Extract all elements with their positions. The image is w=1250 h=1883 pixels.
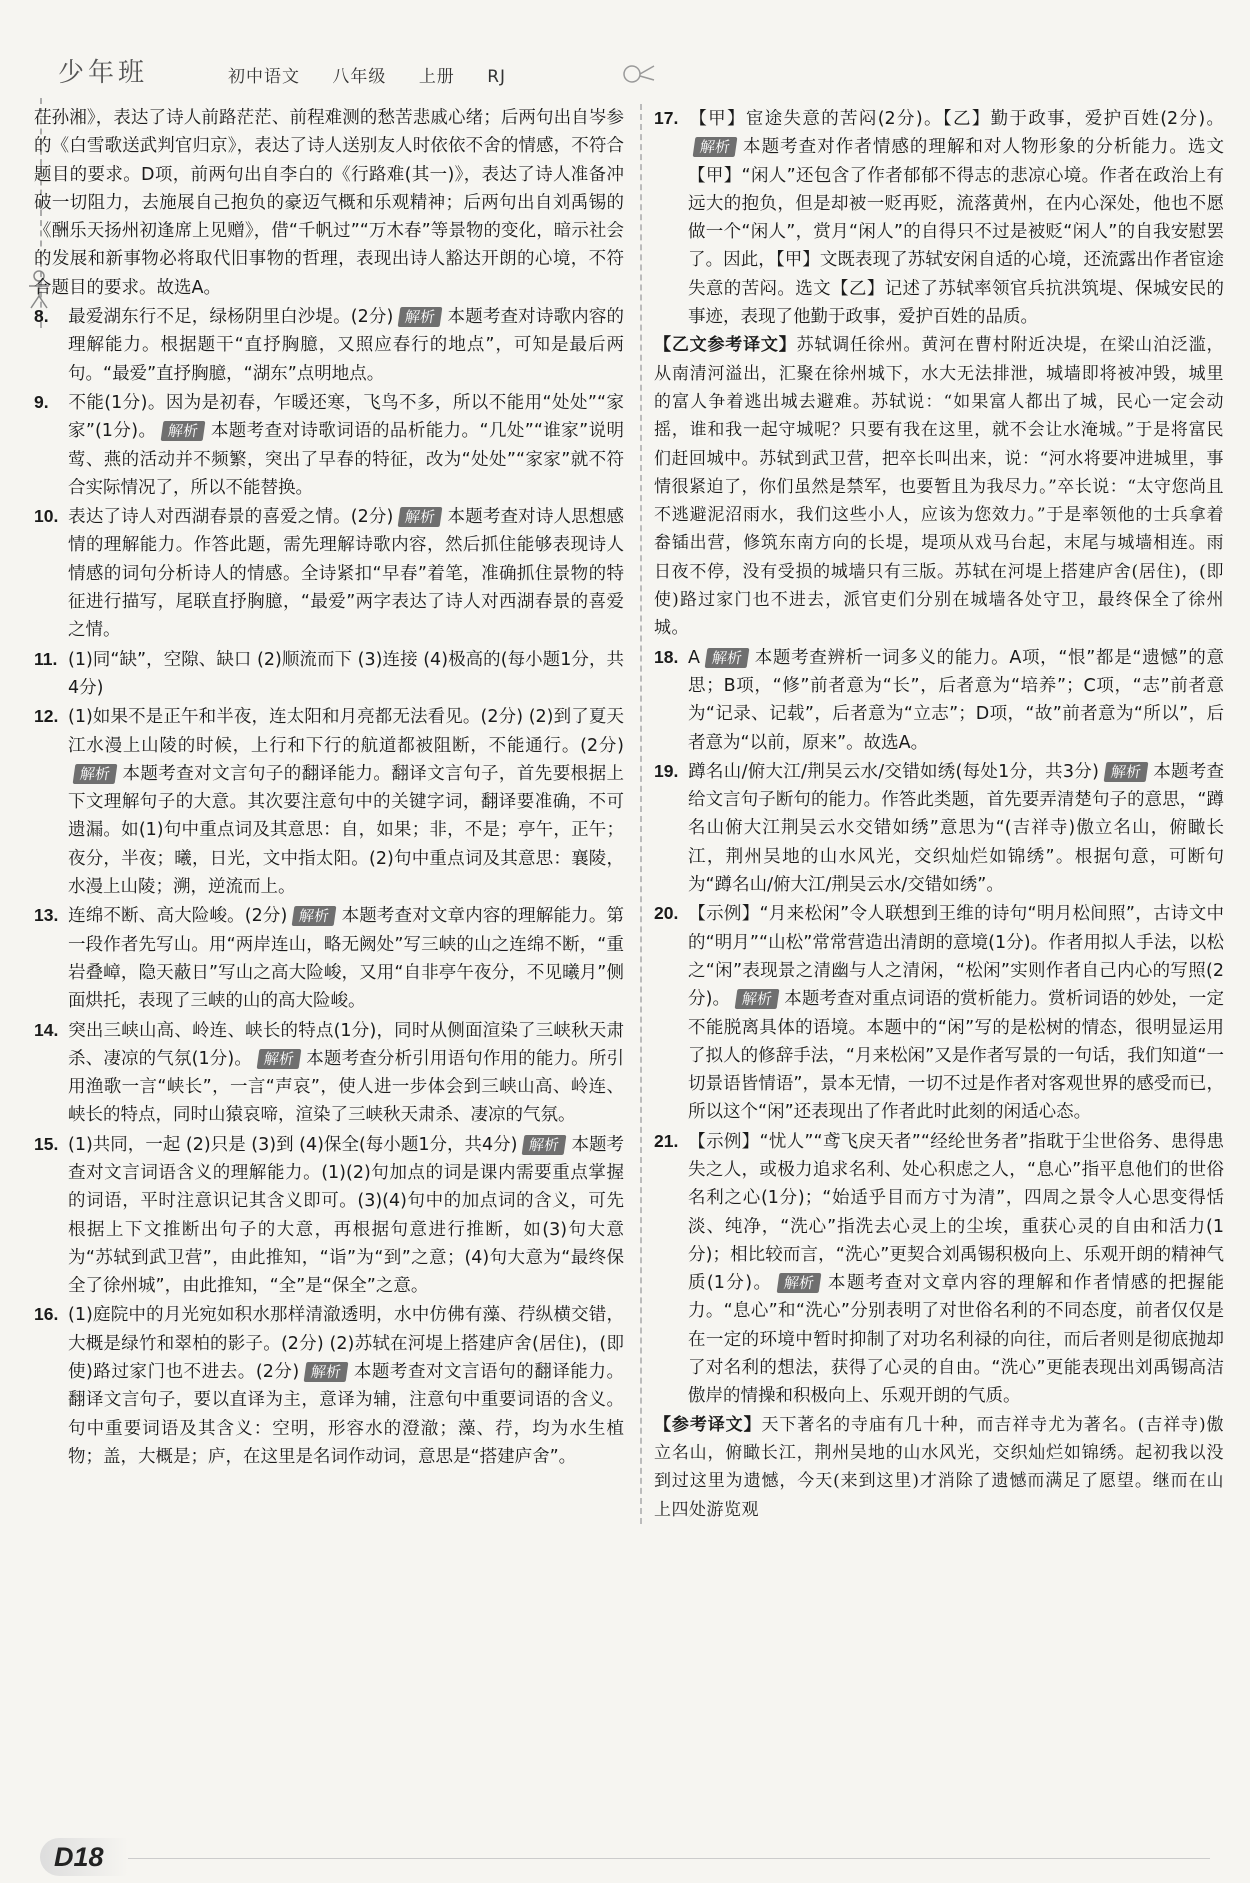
- answer-text: 连绵不断、高大险峻。(2分): [68, 906, 288, 927]
- page-number-badge: [40, 1838, 128, 1876]
- question-number: 14.: [34, 1019, 59, 1040]
- analysis-text: 本题考查给文言句子断句的能力。作答此类题，首先要弄清楚句子的意思，“蹲名山俯大江荆吴云水交错如绣”意思为“(吉祥寺)傲立名山，俯瞰长江，荆州吴地的山水风光，交织灿烂如锦绣”。根据句意，可断句为“蹲名山/俯大江/荆吴云水/交错如绣”。: [688, 761, 1225, 896]
- question-number: 17.: [654, 108, 679, 128]
- rocket-doodle-icon: [618, 60, 658, 86]
- analysis-text: 本题考查对文言句子的翻译能力。翻译文言句子，首先要根据上下文理解句子的大意。其次要注意句中的关键字词，翻译要准确，不可遗漏。如(1)句中重点词及其意思：自，如果；非，不是；亭午，正午；夜分，半夜；曦，日光，文中指太阳。(2)句中重点词及其意思：襄陵，水漫上山陵；溯，逆流而上。: [68, 763, 624, 898]
- left-answer-list: [34, 302, 624, 1471]
- question-number: 18.: [654, 646, 679, 667]
- left-column: [34, 104, 624, 1471]
- analysis-tag: 解析: [398, 307, 443, 327]
- analysis-tag: 解析: [735, 989, 780, 1009]
- yi-translation-heading: 【乙文参考译文】: [654, 335, 797, 356]
- answer-item: [654, 899, 1224, 1126]
- right-answer-list: [654, 104, 1224, 331]
- answer-text: (1)同“缺”，空隙、缺口 (2)顺流而下 (3)连接 (4)极高的(每小题1分，共4分): [68, 649, 624, 698]
- answer-text: 【示例】“忧人”“鸢飞戾天者”“经纶世务者”指耽于尘世俗务、患得患失之人，或极力追求名利、处心积虑之人，“息心”指平息他们的世俗名利之心(1分)；“始适乎目而方寸为清”，四周之景令人心思变得恬淡、纯净，“洗心”指洗去心灵上的尘埃，重获心灵的自由和活力(1分)；相比较而言，“洗心”更契合刘禹锡积极向上、乐观开朗的精神气质(1分)。: [688, 1131, 1224, 1294]
- analysis-tag: 解析: [1104, 762, 1149, 782]
- analysis-text: 本题考查对文言词语含义的理解能力。(1)(2)句加点的词是课内需要重点掌握的词语，平时注意识记其含义即可。(3)(4)句中的加点词的含义，可先根据上下文推断出句子的大意，再根据句意进行推断，如(3)句大意为“苏轼到武卫营”，由此推知，“诣”为“到”之意；(4)句大意为“最终保全了徐州城”，由此推知，“全”是“保全”之意。: [68, 1134, 625, 1297]
- grade: 八年级: [332, 67, 387, 87]
- answer-text: 蹲名山/俯大江/荆吴云水/交错如绣(每处1分，共3分): [688, 761, 1099, 782]
- question-number: 12.: [34, 706, 59, 727]
- analysis-text: 本题考查对诗歌内容的理解能力。根据题干“直抒胸臆，又照应春行的地点”，可知是最后两句。“最爱”直抒胸臆，“湖东”点明地点。: [68, 307, 624, 384]
- answer-item: [34, 702, 624, 901]
- question-number: 8.: [34, 306, 49, 327]
- analysis-tag: 解析: [705, 648, 750, 668]
- analysis-text: 本题考查对诗歌词语的品析能力。“几处”“谁家”说明莺、燕的活动并不频繁，突出了早春的特征，改为“处处”“家家”就不符合实际情况了，所以不能替换。: [68, 421, 624, 498]
- analysis-text: 本题考查辨析一词多义的能力。A项，“恨”都是“遗憾”的意思；B项，“修”前者意为“长”，后者意为“培养”；C项，“志”前者意为“记录、记载”，后者意为“立志”；D项，“故”前者意为“所以”，后者意为“以前，原来”。故选A。: [688, 647, 1224, 753]
- analysis-tag: 解析: [693, 137, 738, 157]
- answer-item: [34, 1300, 624, 1471]
- question-number: 13.: [34, 905, 59, 926]
- answer-item: [34, 1016, 624, 1130]
- analysis-text: 本题考查对作者情感的理解和对人物形象的分析能力。选文【甲】“闲人”还包含了作者郁郁不得志的悲凉心境。作者在政治上有远大的抱负，但是却被一贬再贬，流落黄州，在内心深处，他也不愿做一个“闲人”，赏月“闲人”的自得只不过是被贬“闲人”的自我安慰罢了。因此，【甲】文既表现了苏轼安闲自适的心境，还流露出作者宦途失意的苦闷。选文【乙】记述了苏轼率领官兵抗洪筑堤、保城安民的事迹，表现了他勤于政事，爱护百姓的品质。: [688, 137, 1224, 328]
- analysis-tag: 解析: [161, 421, 206, 441]
- answer-item: [654, 1127, 1224, 1411]
- reference-translation-heading: 【参考译文】: [654, 1414, 762, 1435]
- continued-answer: 茌孙湘》，表达了诗人前路茫茫、前程难测的愁苦悲戚心绪；后两句出自岑参的《白雪歌送武判官归京》，表达了诗人送别友人时依依不舍的情感，不符合题目的要求。D项，前两句出自李白的《行路难(其一)》，表达了诗人准备冲破一切阻力，去施展自己抱负的豪迈气概和乐观精神；后两句出自刘禹锡的《酬乐天扬州初逢席上见赠》，借“千帆过”“万木春”等景物的变化，暗示社会的发展和新事物必将取代旧事物的哲理，表现出诗人豁达开朗的心境，不符合题目的要求。故选A。: [34, 108, 624, 298]
- analysis-text: 本题考查对文言语句的翻译能力。翻译文言句子，要以直译为主，意译为辅，注意句中重要词语的含义。句中重要词语及其含义：空明，形容水的澄澈；藻、荇，均为水生植物；盖，大概是；庐，在这里是名词作动词，意思是“搭建庐舍”。: [68, 1362, 624, 1467]
- subject: 初中语文: [228, 67, 300, 87]
- answer-text: 【示例】“月来松闲”令人联想到王维的诗句“明月松间照”，古诗文中的“明月”“山松”常常营造出清朗的意境(1分)。作者用拟人手法，以松之“闲”表现景之清幽与人之清闲，“松闲”实则作者自己内心的写照(2分)。: [688, 904, 1224, 1010]
- answer-text: 最爱湖东行不足，绿杨阴里白沙堤。(2分): [68, 307, 394, 328]
- answer-item: [34, 901, 624, 1015]
- answer-text: (1)如果不是正午和半夜，连太阳和月亮都无法看见。(2分) (2)到了夏天江水漫上山陵的时候，上行和下行的航道都被阻断，不能通行。(2分): [68, 707, 624, 756]
- question-number: 20.: [654, 903, 679, 924]
- reference-translation-text: 天下著名的寺庙有几十种，而吉祥寺尤为著名。(吉祥寺)傲立名山，俯瞰长江，荆州吴地的山水风光，交织灿烂如锦绣。起初我以没到过这里为遗憾，今天(来到这里)才消除了遗憾而满足了愿望。继而在山上四处游览观: [654, 1414, 1225, 1520]
- analysis-tag: 解析: [292, 906, 337, 926]
- answer-text: (1)庭院中的月光宛如积水那样清澈透明，水中仿佛有藻、荇纵横交错，大概是绿竹和翠柏的影子。(2分) (2)苏轼在河堤上搭建庐舍(居住)，(即使)路过家门也不进去。(2分): [68, 1305, 624, 1383]
- answer-item: [34, 645, 624, 703]
- question-number: 9.: [34, 391, 49, 412]
- edition: RJ: [487, 67, 507, 87]
- question-number: 16.: [34, 1304, 59, 1325]
- analysis-text: 本题考查对重点词语的赏析能力。赏析词语的妙处，一定不能脱离具体的语境。本题中的“闲”写的是松树的情态，很明显运用了拟人的修辞手法，“月来松闲”又是作者写景的一句话，我们知道“一切景语皆情语”，景本无情，一切不过是作者对客观世界的感受而已，所以这个“闲”还表现出了作者此时此刻的闲适心态。: [688, 989, 1225, 1123]
- answer-item: [654, 757, 1224, 899]
- answer-text: 突出三峡山高、岭连、峡长的特点(1分)，同时从侧面渲染了三峡秋天肃杀、凄凉的气氛(1分)。: [68, 1020, 624, 1069]
- answer-text: 表达了诗人对西湖春景的喜爱之情。(2分): [68, 507, 394, 528]
- page-header: [58, 52, 1208, 92]
- answer-item: [34, 1130, 624, 1301]
- yi-translation-text: 苏轼调任徐州。黄河在曹村附近决堤，在梁山泊泛滥，从南清河溢出，汇聚在徐州城下，水大无法排泄，城墙即将被冲毁，城里的富人争着逃出城去避难。苏轼说：“如果富人都出了城，民心一定会动摇，谁和我一起守城呢？只要有我在这里，就不会让水淹城。”于是将富民们赶回城中。苏轼到武卫营，把卒长叫出来，说：“河水将要冲进城里，事情很紧迫了，你们虽然是禁军，也要暂且为我尽力。”卒长说：“太守您尚且不逃避泥沼雨水，我们这些小人，应该为您效力。”于是率领他的士兵拿着畚锸出营，修筑东南方向的长堤，堤项从戏马台起，末尾与城墙相连。雨日夜不停，没有受损的城墙只有三版。苏轼在河堤上搭建庐舍(居住)，(即使)路过家门也不进去，派官吏们分别在城墙各处守卫，最终保全了徐州城。: [654, 335, 1225, 639]
- analysis-text: 本题考查分析引用语句作用的能力。所引用渔歌一言“峡长”，一言“声哀”，使人进一步体会到三峡山高、岭连、峡长的特点，同时山猿哀啼，渲染了三峡秋天肃杀、凄凉的气氛。: [68, 1048, 625, 1126]
- analysis-tag: 解析: [777, 1273, 822, 1293]
- analysis-tag: 解析: [522, 1135, 567, 1155]
- right-answer-list-2: [654, 643, 1224, 1411]
- question-number: 11.: [34, 648, 58, 669]
- analysis-tag: 解析: [73, 764, 118, 784]
- reference-translation: [654, 1411, 1224, 1524]
- question-number: 10.: [34, 506, 59, 527]
- answer-item: [654, 643, 1224, 757]
- analysis-text: 本题考查对文章内容的理解能力。第一段作者先写山。用“两岸连山，略无阙处”写三峡的山之连绵不断，“重岩叠嶂，隐天蔽日”写山之高大险峻，又用“自非亭午夜分，不见曦月”侧面烘托，表现了三峡的山的高大险峻。: [68, 906, 624, 1012]
- question-number: 21.: [654, 1130, 679, 1151]
- analysis-tag: 解析: [257, 1049, 302, 1069]
- right-column: [640, 104, 1224, 1524]
- answer-item: [654, 104, 1224, 331]
- page-number: D18: [54, 1842, 104, 1872]
- question-number: 19.: [654, 760, 679, 781]
- answer-item: [34, 302, 624, 388]
- analysis-text: 本题考查对文章内容的理解和作者情感的把握能力。“息心”和“洗心”分别表明了对世俗名利的不同态度，前者仅仅是在一定的环境中暂时抑制了对功名利禄的向往，而后者则是彻底抛却了对名利的想法，获得了心灵的自由。“洗心”更能表现出刘禹锡高洁傲岸的情操和积极向上、乐观开朗的气质。: [688, 1273, 1225, 1407]
- subject-line: [228, 62, 532, 87]
- yi-translation: [654, 331, 1224, 642]
- analysis-text: 本题考查对诗人思想感情的理解能力。作答此题，需先理解诗歌内容，然后抓住能够表现诗人情感的词句分析诗人的情感。全诗紧扣“早春”着笔，准确抓住景物的特征进行描写，尾联直抒胸臆，“最爱”两字表达了诗人对西湖春景的喜爱之情。: [68, 507, 624, 641]
- answer-text: (1)共同，一起 (2)只是 (3)到 (4)保全(每小题1分，共4分): [68, 1134, 518, 1155]
- answer-text: 【甲】宦途失意的苦闷(2分)。【乙】勤于政事，爱护百姓(2分)。: [688, 109, 1224, 129]
- answer-text: A: [688, 647, 700, 668]
- answer-item: [34, 388, 624, 502]
- analysis-tag: 解析: [304, 1362, 349, 1382]
- volume: 上册: [418, 67, 455, 87]
- question-number: 15.: [34, 1133, 59, 1154]
- footer-rule: [110, 1858, 1210, 1859]
- answer-item: [34, 502, 624, 644]
- answer-text: 不能(1分)。因为是初春，乍暖还寒，飞鸟不多，所以不能用“处处”“家家”(1分)。: [68, 392, 624, 442]
- analysis-tag: 解析: [398, 507, 443, 527]
- brand-logo: 少年班: [58, 58, 149, 88]
